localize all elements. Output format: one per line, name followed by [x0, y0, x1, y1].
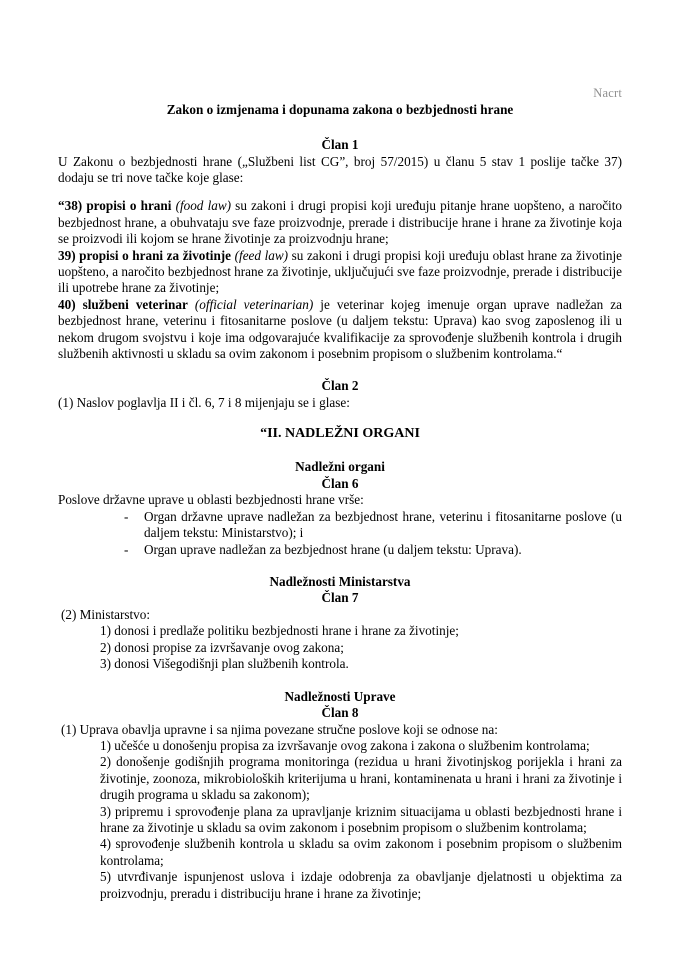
article-2-heading: Član 2 — [321, 378, 359, 394]
article-7-item-1: 1) donosi i predlaže politiku bezbjednosti hrane i hrane za životinje; — [100, 623, 459, 639]
spacer — [58, 411, 622, 425]
definition-39-term: (feed law) — [234, 247, 289, 263]
article-7-intro: (2) Ministarstvo: — [61, 606, 151, 622]
definition-39 — [58, 248, 622, 297]
article-7-section-title: Nadležnosti Ministarstva — [269, 573, 411, 589]
definition-38-term: (food law) — [175, 198, 232, 214]
article-1-intro: U Zakonu o bezbjednosti hrane („Službeni list CG”, broj 57/2015) u članu 5 stav 1 poslije tačke 37) dodaju se tri nove tačke koje glase: — [58, 153, 622, 185]
list-item — [58, 509, 622, 542]
article-8-intro: (1) Uprava obavlja upravne i sa njima povezane stručne poslove koji se odnose na: — [61, 721, 498, 737]
article-6-intro: Poslove državne uprave u oblasti bezbjednosti hrane vrše: — [58, 492, 364, 508]
dash-bullet-icon: - — [124, 508, 129, 524]
running-header-nacrt: Nacrt — [593, 86, 622, 100]
article-8-section-title: Nadležnosti Uprave — [284, 688, 396, 704]
definition-40 — [58, 297, 622, 363]
article-8-item-4: 4) sprovođenje službenih kontrola u skladu sa ovim zakonom i posebnim propisom o službenim kontrolama; — [100, 836, 622, 868]
article-8-heading: Član 8 — [321, 705, 359, 721]
document-content — [58, 102, 622, 902]
spacer — [58, 362, 622, 378]
article-7-heading: Član 7 — [321, 590, 359, 606]
spacer — [58, 558, 622, 574]
article-2-intro: (1) Naslov poglavlja II i čl. 6, 7 i 8 mijenjaju se i glase: — [58, 394, 350, 410]
article-6-heading: Član 6 — [321, 475, 359, 491]
article-8-item-2: 2) donošenje godišnjih programa monitoringa (rezidua u hrani životinjskog porijekla i hrani za životinje, zoonoza, mikrobioloških kriterijuma u hrani, kontaminenata u hrani i hrani za životinje i drugih programa u skladu sa zakonom); — [100, 754, 622, 803]
definition-40-label: 40) službeni veterinar — [58, 296, 188, 312]
definition-40-term: (official veterinarian) — [194, 296, 314, 312]
definition-39-text: su zakoni i drugi propisi koji uređuju oblast hrane za životinje uopšteno, a naročito bezbjednost hrane za životinje, uključujući sve faze proizvodnje, prerade i distribucije ili upotrebe hrane za životinje; — [58, 247, 623, 296]
definition-40-text: je veterinar kojeg imenuje organ uprave nadležan za bezbjednost hrane, veterinu i fitosanitarne poslove (u daljem tekstu: Uprava) kao svog zaposlenog ili u nekom drugom svojstvu i koje ima odgovarajuće kvalifikacije za sprovođenje službenih kontrola i drugih službenih aktivnosti u skladu sa ovim zakonom i posebnim propisom o službenim kontrolama.“ — [58, 296, 622, 361]
article-7-item-3: 3) donosi Višegodišnji plan službenih kontrola. — [100, 656, 349, 672]
definition-38-label: 38) propisi o hrani — [64, 198, 172, 214]
list-item-text: Organ uprave nadležan za bezbjednost hrane (u daljem tekstu: Uprava). — [144, 541, 522, 557]
document-title: Zakon o izmjenama i dopunama zakona o bezbjednosti hrane — [166, 102, 514, 117]
dash-bullet-icon: - — [124, 541, 129, 557]
article-7-item-2: 2) donosi propise za izvršavanje ovog zakona; — [100, 639, 344, 655]
article-8-item-1: 1) učešće u donošenju propisa za izvršavanje ovog zakona i zakona o službenim kontrolama; — [100, 737, 590, 753]
article-1-heading: Član 1 — [321, 137, 359, 152]
article-8-item-3: 3) pripremu i sprovođenje plana za upravljanje kriznim situacijama u oblasti bezbjednosti hrane i hrane za životinje u skladu sa ovim zakonom i posebnim propisom o službenim kontrolama; — [100, 803, 622, 835]
list-item-text: Organ državne uprave nadležan za bezbjednost hrane, veterinu i fitosanitarne poslove (u daljem tekstu: Ministarstvo); i — [144, 508, 622, 541]
article-8-item-5: 5) utvrđivanje ispunjenost uslova i izdaje odobrenja za obavljanje djelatnosti u objektima za proizvodnju, preradu i distribuciju hrane i hrane za životinje; — [100, 869, 622, 901]
definition-38-text: su zakoni i drugi propisi koji uređuju pitanje hrane uopšteno, a naročito bezbjednost hrane, a obuhvataju sve faze proizvodnje, prerade i distribucije hrane i hrane za životinje koja se proizvodi ili kojom se hrane životinje za proizvodnju hrane; — [58, 198, 622, 247]
article-6-section-title: Nadležni organi — [295, 459, 385, 475]
spacer — [58, 186, 622, 198]
chapter-2-heading: “II. NADLEŽNI ORGANI — [260, 426, 420, 442]
list-item — [58, 542, 622, 558]
spacer — [58, 443, 622, 459]
definition-38 — [58, 198, 622, 247]
article-6-list — [58, 509, 622, 558]
definition-39-label: 39) propisi o hrani za životinje — [58, 247, 232, 263]
spacer — [58, 673, 622, 689]
definition-38-quote: “ — [58, 198, 65, 214]
